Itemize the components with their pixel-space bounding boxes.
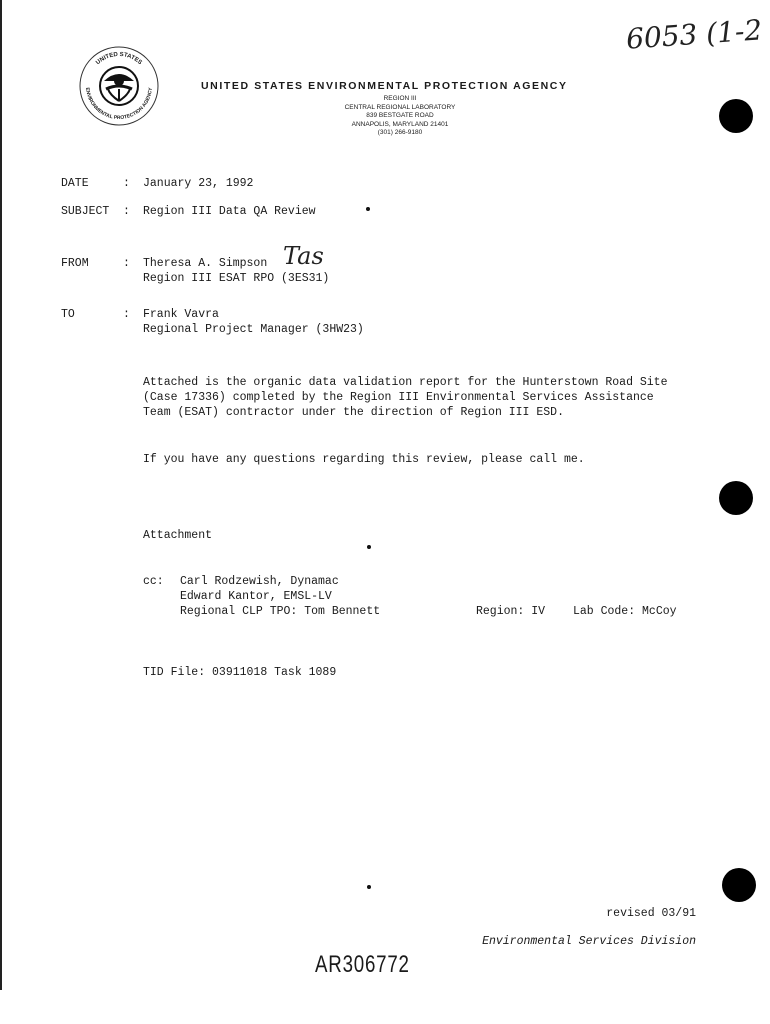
stray-mark xyxy=(367,885,371,889)
attachment-label: Attachment xyxy=(143,529,213,542)
body-line: Team (ESAT) contractor under the direction of Region III ESD. xyxy=(143,406,564,419)
address-line: ANNAPOLIS, MARYLAND 21401 xyxy=(351,120,449,128)
address-line: REGION III xyxy=(383,95,417,102)
stray-mark xyxy=(367,545,371,549)
date-value: January 23, 1992 xyxy=(143,177,254,190)
date-label: DATE xyxy=(61,177,89,190)
handwritten-initials: Tas xyxy=(283,242,324,270)
region-value: Region: IV xyxy=(476,605,546,618)
cc-item: Edward Kantor, EMSL-LV xyxy=(180,590,332,603)
from-title: Region III ESAT RPO (3ES31) xyxy=(143,272,330,285)
subject-label: SUBJECT xyxy=(61,205,110,218)
address-line: CENTRAL REGIONAL LABORATORY xyxy=(344,103,456,111)
questions-line: If you have any questions regarding this review, please call me. xyxy=(143,453,585,466)
document-stamp: AR306772 xyxy=(315,951,410,978)
from-name: Theresa A. Simpson xyxy=(143,257,268,270)
from-label: FROM xyxy=(61,257,89,270)
stray-mark xyxy=(366,207,370,211)
page-edge-line xyxy=(0,0,2,990)
division-name: Environmental Services Division xyxy=(482,935,696,948)
to-title: Regional Project Manager (3HW23) xyxy=(143,323,364,336)
body-line: (Case 17336) completed by the Region III Environmental Services Assistance xyxy=(143,391,654,404)
body-line: Attached is the organic data validation report for the Hunterstown Road Site xyxy=(143,376,668,389)
cc-item: Carl Rodzewish, Dynamac xyxy=(180,575,339,588)
address-line: (301) 266-9180 xyxy=(377,129,423,137)
to-label: TO xyxy=(61,308,75,321)
tid-file-line: TID File: 03911018 Task 1089 xyxy=(143,666,337,679)
to-name: Frank Vavra xyxy=(143,308,219,321)
punch-hole-bottom xyxy=(722,868,756,902)
field-colon: : xyxy=(123,205,130,218)
epa-seal-logo xyxy=(78,45,160,127)
agency-name: UNITED STATES ENVIRONMENTAL PROTECTION AGENCY xyxy=(201,80,568,92)
handwritten-note: 6053 (1-2 xyxy=(625,13,764,56)
svg-text:UNITED STATES: UNITED STATES xyxy=(95,51,143,67)
punch-hole-middle xyxy=(719,481,753,515)
address-line: 839 BESTGATE ROAD xyxy=(366,112,434,120)
revised-note: revised 03/91 xyxy=(606,907,696,920)
lab-code-value: Lab Code: McCoy xyxy=(573,605,677,618)
punch-hole-top xyxy=(719,99,753,133)
lab-address xyxy=(300,95,500,138)
field-colon: : xyxy=(123,308,130,321)
cc-label: cc: xyxy=(143,575,164,588)
cc-item: Regional CLP TPO: Tom Bennett xyxy=(180,605,381,618)
svg-text:ENVIRONMENTAL PROTECTION AGENC: ENVIRONMENTAL PROTECTION AGENCY xyxy=(84,87,154,122)
field-colon: : xyxy=(123,257,130,270)
field-colon: : xyxy=(123,177,130,190)
subject-value: Region III Data QA Review xyxy=(143,205,316,218)
